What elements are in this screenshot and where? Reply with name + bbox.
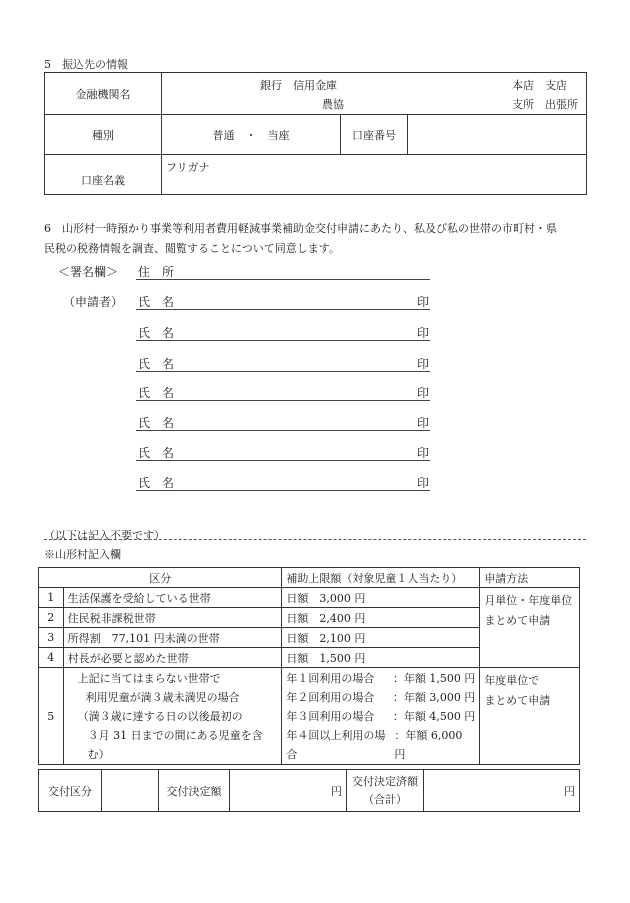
furigana-label: フリガナ (166, 161, 210, 174)
bank-type-line1: 銀行 信用金庫 (260, 79, 337, 92)
account-name-label: 口座名義 (45, 155, 162, 195)
decided-total-label (347, 770, 424, 812)
seal-mark: 印 (417, 295, 430, 309)
row5-limit-value: ：年額 1,500 円 (392, 672, 476, 685)
account-number-label: 口座番号 (341, 115, 408, 155)
row-category: 生活保護を受給している世帯 (63, 588, 282, 608)
consent-text-line2: 民税の税務情報を調査、閲覧することについて同意します。 (44, 242, 340, 255)
branch-line1: 本店 支店 (512, 79, 567, 92)
yen-unit: 円 (564, 784, 575, 798)
row5-limit-label: 年１回利用の場合 (286, 672, 375, 685)
row5-category-line: （満３歳に達する日の以後最初の (77, 710, 243, 723)
account-name-field[interactable] (162, 155, 587, 195)
bank-name-field[interactable] (162, 73, 587, 115)
row-limit: 日額 2,400 円 (282, 608, 480, 628)
name-input-line[interactable] (136, 309, 430, 310)
row5-category-line: 上記に当てはまらない世帯で (77, 672, 221, 685)
name-input-line[interactable] (136, 371, 430, 372)
section5-heading: 5 振込先の情報 (44, 58, 128, 71)
decided-total-line2: （合計） (363, 792, 407, 806)
name-input-line[interactable] (136, 400, 430, 401)
name-input-line[interactable] (136, 430, 430, 431)
row5-category-line: ３月 31 日までの間にある児童を含む） (87, 729, 263, 761)
row5-limit-value: ：年額 4,500 円 (392, 710, 476, 723)
row-no: 3 (39, 628, 64, 648)
grant-category-label: 交付区分 (39, 770, 102, 812)
name-input-line[interactable] (136, 460, 430, 461)
name-label: 氏 名 (138, 476, 175, 490)
no-entry-note: （以下は記入不要です） (44, 529, 165, 542)
name-label: 氏 名 (138, 416, 175, 430)
bank-type-line2: 農協 (322, 98, 344, 111)
village-field-note: ※山形村記入欄 (44, 548, 121, 561)
decision-amount-label: 交付決定額 (159, 770, 230, 812)
account-type-label: 種別 (45, 115, 162, 155)
decided-total-field[interactable] (424, 770, 580, 812)
seal-mark: 印 (417, 386, 430, 400)
method-line2: まとめて申請 (484, 614, 551, 627)
header-method: 申請方法 (480, 568, 580, 588)
seal-mark: 印 (417, 326, 430, 340)
address-label: 住 所 (138, 265, 175, 279)
name-label: 氏 名 (138, 357, 175, 371)
account-type-options[interactable]: 普通 ・ 当座 (162, 115, 341, 155)
row-no: 2 (39, 608, 64, 628)
row-no: 5 (39, 668, 64, 765)
method-rows-1-4 (480, 588, 580, 668)
signature-label: ＜署名欄＞ (58, 265, 119, 279)
bank-name-label: 金融機関名 (45, 73, 162, 115)
header-limit: 補助上限額（対象児童１人当たり） (282, 568, 480, 588)
name-label: 氏 名 (138, 446, 175, 460)
yen-unit: 円 (331, 784, 342, 798)
row5-method-line2: まとめて申請 (484, 694, 551, 707)
row5-category-line: 利用児童が満３歳未満児の場合 (85, 691, 240, 704)
row5-limit-label: 年３回利用の場合 (286, 710, 375, 723)
row5-limit-value: ：年額 3,000 円 (392, 691, 476, 704)
row-no: 1 (39, 588, 64, 608)
row5-category (63, 668, 282, 765)
row5-limit-label: 年２回利用の場合 (286, 691, 375, 704)
bank-info-table (44, 72, 587, 195)
row-category: 住民税非課税世帯 (63, 608, 282, 628)
row-limit: 日額 2,100 円 (282, 628, 480, 648)
row5-limit-value: ：年額 6,000 円 (394, 729, 463, 761)
seal-mark: 印 (417, 357, 430, 371)
row5-limit-label: 年４回以上利用の場合 (286, 729, 386, 761)
address-input-line[interactable] (136, 279, 430, 280)
subsidy-table (38, 567, 580, 765)
row5-method (480, 668, 580, 765)
row-no: 4 (39, 648, 64, 668)
name-label: 氏 名 (138, 295, 175, 309)
grant-table (38, 769, 580, 812)
seal-mark: 印 (417, 476, 430, 490)
consent-text-line1: 6 山形村一時預かり事業等利用者費用軽減事業補助金交付申請にあたり、私及び私の世帯の市町村・県 (44, 222, 557, 235)
row5-limit (282, 668, 480, 765)
row-limit: 日額 1,500 円 (282, 648, 480, 668)
decision-amount-field[interactable] (230, 770, 347, 812)
grant-category-field[interactable] (102, 770, 159, 812)
row-category: 所得割 77,101 円未満の世帯 (63, 628, 282, 648)
header-category: 区分 (39, 568, 282, 588)
name-label: 氏 名 (138, 326, 175, 340)
seal-mark: 印 (417, 446, 430, 460)
method-line1: 月単位・年度単位 (484, 594, 573, 607)
applicant-label: （申請者） (63, 295, 124, 309)
account-number-field[interactable] (408, 115, 587, 155)
row-category: 村長が必要と認めた世帯 (63, 648, 282, 668)
seal-mark: 印 (417, 416, 430, 430)
row-limit: 日額 3,000 円 (282, 588, 480, 608)
name-input-line[interactable] (136, 490, 430, 491)
name-label: 氏 名 (138, 386, 175, 400)
dashed-divider (44, 539, 586, 540)
name-input-line[interactable] (136, 340, 430, 341)
row5-method-line1: 年度単位で (484, 674, 540, 687)
branch-line2: 支所 出張所 (512, 98, 578, 111)
decided-total-line1: 交付決定済額 (352, 774, 418, 788)
